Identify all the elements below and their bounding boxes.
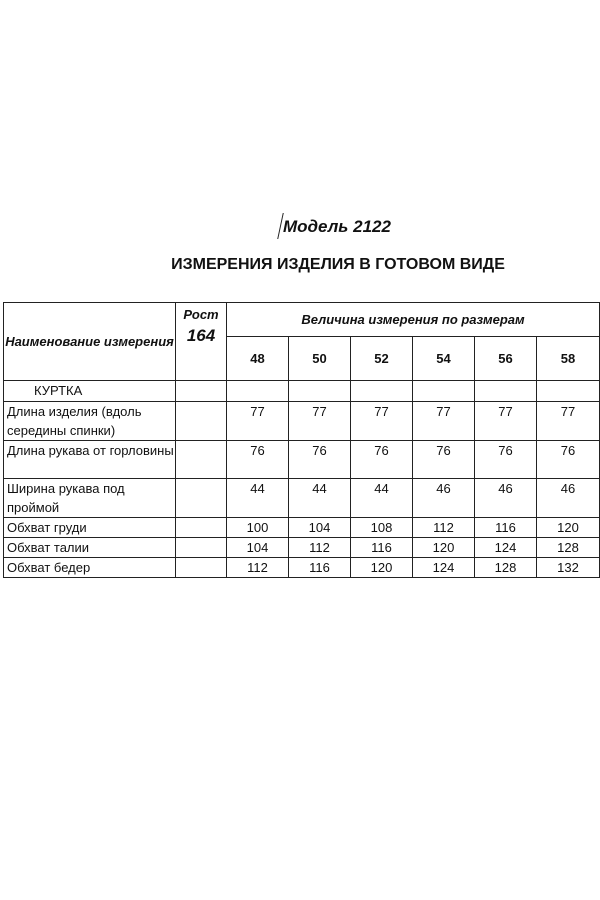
table-row <box>4 558 600 578</box>
value-cell: 77 <box>289 402 351 441</box>
page-title: ИЗМЕРЕНИЯ ИЗДЕЛИЯ В ГОТОВОМ ВИДЕ <box>171 256 505 273</box>
empty-cell <box>351 381 413 402</box>
value-cell: 112 <box>413 518 475 538</box>
value-cell: 108 <box>351 518 413 538</box>
height-cell <box>176 518 227 538</box>
row-name: Ширина рукава под проймой <box>4 479 176 518</box>
size-header-cell: 54 <box>413 337 475 381</box>
height-cell <box>176 441 227 479</box>
row-name: Обхват бедер <box>4 558 176 578</box>
table-row <box>4 441 600 479</box>
value-cell: 77 <box>351 402 413 441</box>
table-row <box>4 402 600 441</box>
height-cell <box>176 479 227 518</box>
value-cell: 76 <box>227 441 289 479</box>
value-cell: 77 <box>537 402 600 441</box>
height-cell <box>176 558 227 578</box>
value-cell: 76 <box>413 441 475 479</box>
value-cell: 132 <box>537 558 600 578</box>
height-label: Рост <box>183 307 219 322</box>
sizes-header: Величина измерения по размерам <box>227 303 600 337</box>
value-cell: 128 <box>475 558 537 578</box>
value-cell: 124 <box>475 538 537 558</box>
row-name: Длина рукава от горловины <box>4 441 176 479</box>
size-header-cell: 48 <box>227 337 289 381</box>
empty-cell <box>475 381 537 402</box>
value-cell: 116 <box>475 518 537 538</box>
value-cell: 104 <box>227 538 289 558</box>
height-value: 164 <box>186 326 216 345</box>
value-cell: 120 <box>351 558 413 578</box>
empty-cell <box>413 381 475 402</box>
empty-cell <box>176 381 227 402</box>
value-cell: 44 <box>351 479 413 518</box>
value-cell: 104 <box>289 518 351 538</box>
measurement-table <box>3 302 600 578</box>
value-cell: 77 <box>475 402 537 441</box>
height-cell <box>176 402 227 441</box>
value-cell: 77 <box>413 402 475 441</box>
size-header-cell: 50 <box>289 337 351 381</box>
height-header <box>176 303 227 381</box>
height-cell <box>176 538 227 558</box>
row-name: Обхват груди <box>4 518 176 538</box>
value-cell: 112 <box>227 558 289 578</box>
size-header-cell: 56 <box>475 337 537 381</box>
name-column-header: Наименование измерения <box>4 303 176 381</box>
value-cell: 112 <box>289 538 351 558</box>
value-cell: 46 <box>537 479 600 518</box>
value-cell: 44 <box>289 479 351 518</box>
row-name: Обхват талии <box>4 538 176 558</box>
value-cell: 120 <box>413 538 475 558</box>
table-row <box>4 538 600 558</box>
value-cell: 76 <box>289 441 351 479</box>
value-cell: 124 <box>413 558 475 578</box>
value-cell: 76 <box>351 441 413 479</box>
value-cell: 128 <box>537 538 600 558</box>
empty-cell <box>537 381 600 402</box>
size-header-cell: 52 <box>351 337 413 381</box>
value-cell: 76 <box>475 441 537 479</box>
value-cell: 100 <box>227 518 289 538</box>
value-cell: 116 <box>289 558 351 578</box>
model-title: Модель 2122 <box>283 217 391 236</box>
empty-cell <box>289 381 351 402</box>
value-cell: 44 <box>227 479 289 518</box>
value-cell: 120 <box>537 518 600 538</box>
value-cell: 46 <box>413 479 475 518</box>
empty-cell <box>227 381 289 402</box>
value-cell: 76 <box>537 441 600 479</box>
value-cell: 77 <box>227 402 289 441</box>
section-label: КУРТКА <box>4 381 176 402</box>
table-row <box>4 518 600 538</box>
row-name: Длина изделия (вдоль середины спинки) <box>4 402 176 441</box>
value-cell: 116 <box>351 538 413 558</box>
size-header-cell: 58 <box>537 337 600 381</box>
table-row <box>4 479 600 518</box>
value-cell: 46 <box>475 479 537 518</box>
